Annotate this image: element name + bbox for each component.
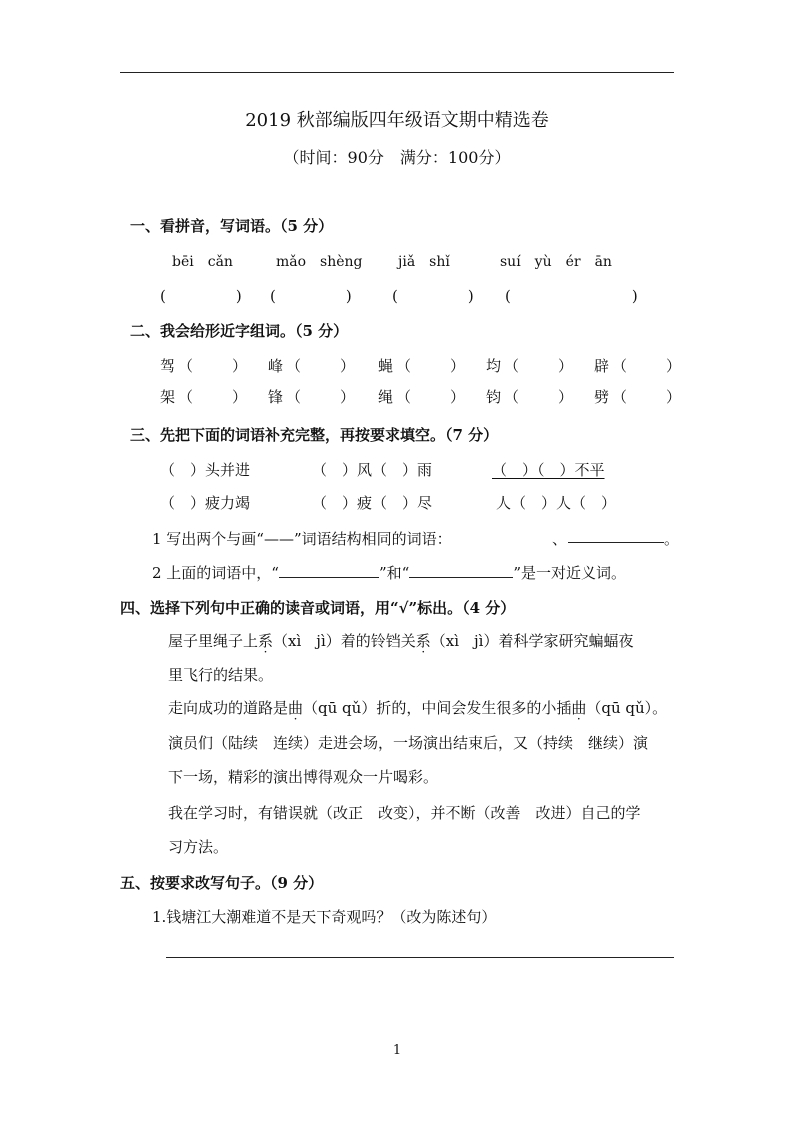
paragraph-line [168, 630, 633, 651]
question-3-1-end: 。 [664, 530, 680, 548]
pinyin-4: suí yù ér ān [500, 254, 612, 270]
answer-line[interactable] [279, 577, 379, 578]
answer-bracket-3[interactable]: ( ) [392, 287, 476, 305]
question-5-1: 1.钱塘江大潮难道不是天下奇观吗？（改为陈述句） [152, 908, 497, 926]
answer-line[interactable] [166, 957, 674, 958]
paragraph-line: 习方法。 [168, 838, 229, 856]
question-3-2-text: 2 上面的词语中，“ [152, 564, 279, 582]
section-4-heading: 四、选择下列句中正确的读音或词语，用“√”标出。（4 分） [120, 599, 516, 617]
idiom-item[interactable]: （ ）疲力竭 [160, 494, 251, 512]
question-3-2-text: ”和“ [378, 564, 410, 582]
answer-bracket-2[interactable]: ( ) [270, 287, 354, 305]
idiom-item[interactable]: （ ）风（ ）雨 [312, 461, 433, 479]
pinyin-1: bēi cǎn [172, 254, 233, 270]
dotted-char: 系 [258, 632, 274, 650]
word-item[interactable]: 架（ ） [160, 388, 251, 406]
word-item[interactable]: 驾（ ） [160, 357, 251, 375]
paragraph-line: 下一场，精彩的演出博得观众一片喝彩。 [168, 768, 439, 786]
choice-span[interactable]: （xì jì）着的铃铛关 [273, 632, 416, 650]
dotted-char: 曲 [571, 699, 587, 717]
question-3-1-separator: 、 [552, 530, 568, 548]
answer-line[interactable] [409, 577, 513, 578]
section-1-heading: 一、看拼音，写词语。（5 分） [130, 217, 334, 235]
paragraph-line [168, 697, 667, 718]
word-item[interactable]: 均（ ） [486, 357, 577, 375]
choice-span[interactable]: （qū qǔ）。 [586, 699, 668, 717]
pinyin-3: jiǎ shǐ [398, 254, 450, 270]
section-2-heading: 二、我会给形近字组词。（5 分） [130, 322, 349, 340]
section-5-heading: 五、按要求改写句子。（9 分） [120, 874, 324, 892]
text-span: 屋子里绳子上 [168, 632, 259, 650]
word-item[interactable]: 蝇（ ） [378, 357, 469, 375]
answer-line[interactable] [568, 542, 664, 543]
section-3-heading: 三、先把下面的词语补充完整，再按要求填空。（7 分） [130, 426, 499, 444]
page-subtitle: （时间：90分 满分：100分） [283, 148, 511, 167]
question-3-2 [152, 562, 626, 583]
word-item[interactable]: 辟（ ） [594, 357, 685, 375]
paragraph-line: 里飞行的结果。 [168, 666, 274, 684]
word-item[interactable]: 绳（ ） [378, 388, 469, 406]
word-item[interactable]: 劈（ ） [594, 388, 685, 406]
idiom-item[interactable]: （ ）头并进 [160, 461, 251, 479]
text-span: 走向成功的道路是 [168, 699, 289, 717]
header-rule [120, 72, 674, 73]
page-title: 2019 秋部编版四年级语文期中精选卷 [245, 110, 549, 131]
question-3-2-text: ”是一对近义词。 [513, 564, 626, 582]
dotted-char: 曲 [288, 699, 304, 717]
dotted-char: 系 [415, 632, 431, 650]
answer-bracket-4[interactable]: ( ) [505, 287, 640, 305]
word-item[interactable]: 峰（ ） [268, 357, 359, 375]
word-item[interactable]: 锋（ ） [268, 388, 359, 406]
choice-span[interactable]: （xì jì）着科学家研究蝙蝠夜 [430, 632, 634, 650]
question-3-1-text: 1 写出两个与画“——”词语结构相同的词语： [152, 530, 452, 548]
idiom-item-underlined[interactable]: （ ）（ ）不平 [492, 461, 605, 479]
choice-span[interactable]: （qū qǔ）折的，中间会发生很多的小插 [303, 699, 572, 717]
word-item[interactable]: 钧（ ） [486, 388, 577, 406]
answer-bracket-1[interactable]: ( ) [160, 287, 244, 305]
page-number: 1 [392, 1043, 402, 1058]
paragraph-line[interactable]: 演员们（陆续 连续）走进会场，一场演出结束后，又（持续 继续）演 [168, 734, 649, 752]
question-3-1 [152, 528, 452, 549]
pinyin-2: mǎo shèng [276, 254, 363, 270]
idiom-item[interactable]: 人（ ）人（ ） [496, 494, 617, 512]
idiom-item[interactable]: （ ）疲（ ）尽 [312, 494, 433, 512]
paragraph-line[interactable]: 我在学习时，有错误就（改正 改变），并不断（改善 改进）自己的学 [168, 804, 641, 822]
